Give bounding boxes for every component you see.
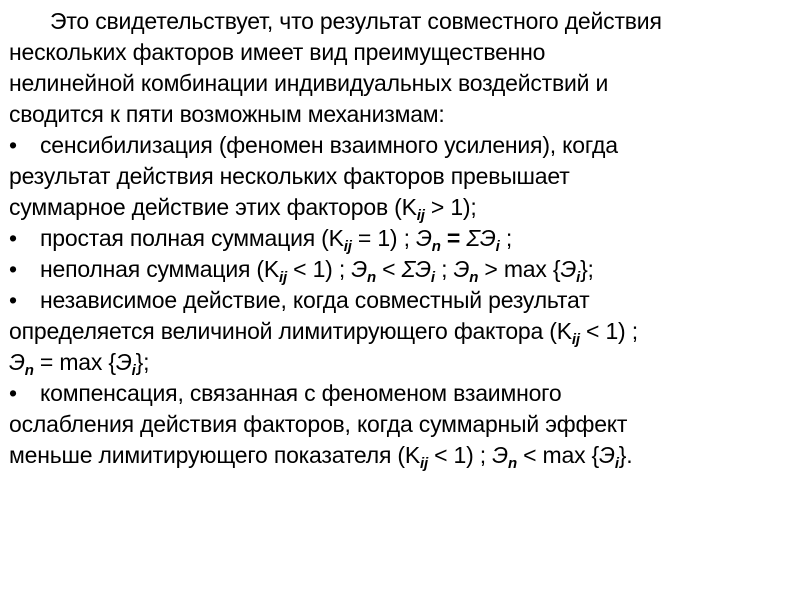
paragraph-line: сводится к пяти возможным механизмам: <box>9 101 445 127</box>
subscript: i <box>614 455 619 472</box>
item-text: неполная суммация (K <box>40 256 280 282</box>
list-item-continuation <box>9 347 786 378</box>
formula-operator: = <box>440 225 467 251</box>
bullet-icon: • <box>9 287 17 313</box>
item-text: меньше лимитирующего показателя (K <box>9 442 420 468</box>
list-item-independent <box>9 285 786 316</box>
formula-operator: < max { <box>516 442 600 468</box>
item-text: < 1) ; <box>286 256 352 282</box>
subscript: n <box>469 269 479 286</box>
item-text: }. <box>618 442 633 468</box>
item-text: сенсибилизация (феномен взаимного усиления), когда <box>40 132 618 158</box>
bullet-icon: • <box>9 256 17 282</box>
paragraph-line: нелинейной комбинации индивидуальных воздействий и <box>9 70 609 96</box>
item-text: < 1) ; <box>427 442 493 468</box>
subscript: ij <box>279 269 287 286</box>
list-item-sensitization <box>9 130 786 161</box>
list-item-compensation <box>9 378 786 409</box>
formula-symbol: Э <box>415 225 432 251</box>
bullet-icon: • <box>9 225 17 251</box>
item-text: = max { <box>33 349 116 375</box>
item-text: ; <box>499 225 513 251</box>
item-text: компенсация, связанная с феноменом взаимного <box>40 380 562 406</box>
list-item-continuation: результат действия нескольких факторов превышает <box>9 163 570 189</box>
formula-symbol: Э <box>351 256 367 282</box>
formula-symbol: Э <box>492 442 508 468</box>
item-text: ; <box>434 256 454 282</box>
list-item-continuation <box>9 440 786 471</box>
subscript: n <box>366 269 376 286</box>
formula-symbol: Э <box>453 256 470 282</box>
item-text: суммарное действие этих факторов (K <box>9 194 417 220</box>
formula-symbol: ΣЭ <box>466 225 496 251</box>
item-text: > 1); <box>424 194 477 220</box>
paragraph-line: Это свидетельствует, что результат совместного действия <box>50 8 662 34</box>
subscript: ij <box>571 331 580 348</box>
formula-operator: < <box>375 256 402 282</box>
subscript: n <box>431 238 441 255</box>
item-text: простая полная суммация (K <box>40 225 344 251</box>
item-text: независимое действие, когда совместный результат <box>40 287 590 313</box>
list-item-continuation <box>9 192 786 223</box>
item-text: определяется величиной лимитирующего фактора (K <box>9 318 572 344</box>
item-text: < 1) ; <box>579 318 638 344</box>
formula-symbol: Э <box>115 349 132 375</box>
subscript: i <box>131 362 136 379</box>
paragraph-line: нескольких факторов имеет вид преимущественно <box>9 39 546 65</box>
list-item-full-summation <box>9 223 786 254</box>
item-text: }; <box>135 349 150 375</box>
item-text: }; <box>580 256 594 282</box>
formula-symbol: Э <box>9 349 25 375</box>
subscript: i <box>576 269 581 286</box>
list-item-continuation <box>9 316 786 347</box>
bullet-icon: • <box>9 380 17 406</box>
formula-symbol: Э <box>599 442 615 468</box>
subscript: i <box>495 238 500 255</box>
formula-operator: > max { <box>478 256 561 282</box>
bullet-icon: • <box>9 132 17 158</box>
item-text: = 1) ; <box>351 225 416 251</box>
list-item-partial-summation <box>9 254 786 285</box>
subscript: ij <box>343 238 352 255</box>
list-item-continuation: ослабления действия факторов, когда суммарный эффект <box>9 411 628 437</box>
subscript: n <box>24 362 34 379</box>
subscript: n <box>507 455 517 472</box>
formula-symbol: ΣЭ <box>401 256 431 282</box>
subscript: i <box>430 269 435 286</box>
formula-symbol: Э <box>560 256 577 282</box>
subscript: ij <box>420 455 428 472</box>
subscript: ij <box>416 207 425 224</box>
